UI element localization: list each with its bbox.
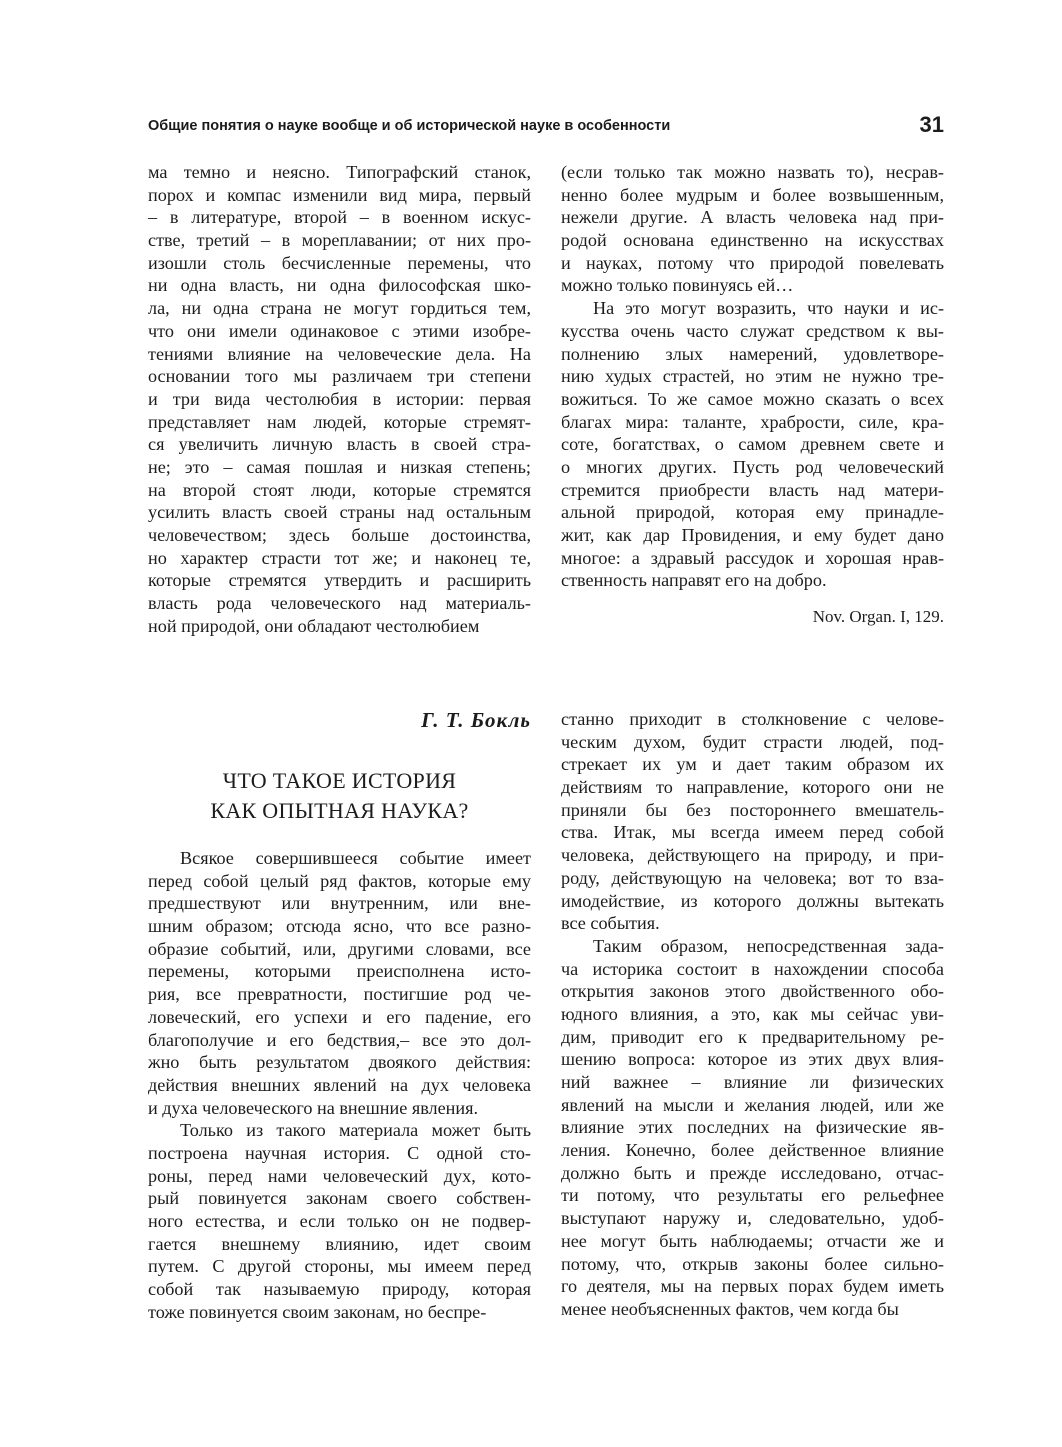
chapter-title-line: ЧТО ТАКОЕ ИСТОРИЯ	[222, 768, 457, 793]
text-line: рый повинуется законам своего собствен-	[148, 1188, 531, 1209]
text-line: приняли бы без постороннего вмешатель-	[561, 799, 944, 820]
text-line: ловеческий, его успехи и его падение, его	[148, 1006, 531, 1027]
text-line: роду, действующую на человека; вот то вза-	[561, 867, 944, 888]
text-line: порох и компас изменили вид мира, первый	[148, 184, 531, 205]
text-line: потому, что, открыв законы более сильно-	[561, 1253, 944, 1274]
text-line: ний важнее – влияние ли физических	[561, 1072, 944, 1092]
running-head-title: Общие понятия о науке вообще и об исторической науке в особенности	[148, 118, 671, 134]
text-line: стве, третий – в мореплавании; от них про-	[148, 230, 531, 251]
text-line: и духа человеческого на внешние явления.	[148, 1097, 479, 1118]
text-line: нее могут быть наблюдаемы; отчасти же и	[561, 1230, 944, 1251]
text-column-bottom-left	[148, 847, 531, 1323]
text-line: роны, перед нами человеческий дух, кото-	[148, 1165, 531, 1186]
text-line: ческим духом, будит страсти людей, под-	[561, 731, 944, 752]
text-line: ти потому, что результаты его рельефнее	[561, 1185, 944, 1206]
chapter-title	[148, 766, 531, 826]
text-line: влияние этих последних на физические яв-	[561, 1117, 944, 1138]
text-line: ственность направят его на добро.	[561, 570, 827, 591]
text-line: альной природой, которая ему принадле-	[561, 502, 944, 523]
text-line: го деятеля, мы на первых порах будем иметь	[561, 1276, 944, 1297]
text-line: вожиться. То же самое можно сказать о всех	[561, 388, 944, 409]
text-line: можно только повинуясь ей…	[561, 275, 794, 296]
text-line: представляет нам людей, которые стремят-	[148, 411, 531, 432]
text-line: шним образом; отсюда ясно, что все разно-	[148, 916, 531, 937]
text-column-bottom-right	[561, 708, 944, 1321]
text-line: которые стремятся утвердить и расширить	[148, 570, 531, 591]
text-line: благах мира: таланте, храбрости, силе, кра-	[561, 411, 944, 432]
text-line: жит, как дар Провидения, и ему будет дано	[561, 525, 944, 545]
text-line: жно быть результатом двоякого действия:	[148, 1052, 531, 1073]
running-head	[148, 112, 944, 142]
spacer	[561, 592, 944, 606]
text-line: ного естества, и если только он не подвер-	[148, 1211, 531, 1231]
text-line: и науках, потому что природой повелевать	[561, 252, 944, 273]
chapter-title-line: КАК ОПЫТНАЯ НАУКА?	[210, 798, 469, 823]
text-line: человека, действующего на природу, и при-	[561, 845, 944, 866]
text-line: благополучие и его бедствия,– все это дол-	[148, 1029, 531, 1050]
text-line: ла, ни одна страна не могут гордиться тем,	[148, 298, 531, 319]
text-line: кусства очень часто служат средством к вы-	[561, 320, 944, 341]
text-line: перед собой целый ряд фактов, которые ему	[148, 870, 531, 891]
text-line: Всякое совершившееся событие имеет	[180, 848, 531, 868]
text-line: – в литературе, второй – в военном искус-	[148, 207, 531, 228]
text-column-top-left	[148, 161, 531, 637]
text-line: юдного влияния, а это, как мы сейчас уви-	[561, 1003, 944, 1024]
text-line: нежели другие. А власть человека над при-	[561, 207, 944, 228]
text-line: полнению злых намерений, удовлетворе-	[561, 343, 944, 364]
text-line: ча историка состоит в нахождении способа	[561, 958, 944, 979]
text-line: открытия законов этого двойственного обо-	[561, 981, 944, 1002]
text-line: (если только так можно назвать то), несрав-	[561, 162, 944, 182]
text-line: имодействие, из которого должны вытекать	[561, 890, 944, 911]
text-line: Только из такого материала может быть	[180, 1120, 531, 1141]
text-line: все события.	[561, 913, 660, 934]
text-line: ма темно и неясно. Типографский станок,	[148, 162, 531, 182]
text-line: ни одна власть, ни одна философская шко-	[148, 275, 531, 296]
text-line: действия внешних явлений на дух человека	[148, 1074, 531, 1095]
text-line: ления. Конечно, более действенное влияние	[561, 1140, 944, 1161]
text-line: менее необъясненных фактов, чем когда бы	[561, 1298, 899, 1319]
text-line: станно приходит в столкновение с челове-	[561, 709, 944, 729]
text-line: предшествуют или внутренним, или вне-	[148, 893, 531, 914]
text-line: дим, приводит его к предварительному ре-	[561, 1026, 944, 1047]
text-line: не; это – самая пошлая и низкая степень;	[148, 456, 531, 477]
text-line: изошли столь бесчисленные перемены, что	[148, 252, 531, 273]
text-line: Таким образом, непосредственная зада-	[593, 935, 944, 956]
text-line: стремится приобрести власть над матери-	[561, 479, 944, 500]
text-line: усилить власть своей страны над остальным	[148, 502, 531, 523]
text-line: нию худых страстей, но этим не нужно тре-	[561, 366, 944, 387]
text-line: человечеством; здесь больше достоинства,	[148, 525, 531, 545]
text-line: что они имели одинаковое с этими изобре-	[148, 320, 531, 341]
text-line: должно быть и прежде исследовано, отчас-	[561, 1162, 944, 1183]
text-line: действиям то направление, которого они не	[561, 777, 944, 798]
text-line: перемены, которыми преисполнена исто-	[148, 961, 531, 982]
text-line: путем. С другой стороны, мы имеем перед	[148, 1256, 531, 1277]
text-line: выступают наружу и, следовательно, удоб-	[561, 1208, 944, 1229]
text-line: ства. Итак, мы всегда имеем перед собой	[561, 822, 944, 843]
page-number: 31	[919, 112, 944, 137]
text-line: соте, богатствах, о самом древнем свете и	[561, 434, 944, 455]
author-name: Г. Т. Бокль	[421, 708, 531, 732]
text-line: тениями влияние на человеческие дела. На	[148, 343, 531, 364]
text-line: родой основана единственно на искусствах	[561, 230, 944, 251]
text-line: ся увеличить личную власть в своей стра-	[148, 434, 531, 455]
citation: Nov. Organ. I, 129.	[812, 607, 944, 627]
text-line: власть рода человеческого над материаль-	[148, 593, 531, 614]
text-line: основании того мы различаем три степени	[148, 366, 531, 387]
text-line: о многих других. Пусть род человеческий	[561, 456, 944, 477]
text-line: На это могут возразить, что науки и ис-	[593, 298, 944, 319]
text-line: на второй стоят люди, которые стремятся	[148, 479, 531, 500]
text-line: многое: а здравый рассудок и хорошая нрав-	[561, 547, 944, 568]
text-line: и три вида честолюбия в истории: первая	[148, 388, 531, 409]
text-line: явлений на мысли и желания людей, или же	[561, 1094, 944, 1115]
text-line: но характер страсти тот же; и наконец те,	[148, 547, 531, 568]
text-line: шению вопроса: которое из этих двух влия-	[561, 1049, 944, 1070]
text-line: собой так называемую природу, которая	[148, 1279, 531, 1300]
text-line: гается внешнему влиянию, идет своим	[148, 1233, 531, 1254]
text-line: построена научная история. С одной сто-	[148, 1142, 531, 1163]
text-line: стрекает их ум и дает таким образом их	[561, 754, 944, 775]
text-line: ненно более мудрым и более возвышенным,	[561, 184, 944, 205]
text-line: образие событий, или, другими словами, все	[148, 938, 531, 959]
text-line: тоже повинуется своим законам, но беспре-	[148, 1301, 487, 1322]
text-line: рия, все превратности, постигшие род че-	[148, 984, 531, 1005]
text-line: ной природой, они обладают честолюбием	[148, 615, 480, 636]
text-column-top-right	[561, 161, 944, 629]
